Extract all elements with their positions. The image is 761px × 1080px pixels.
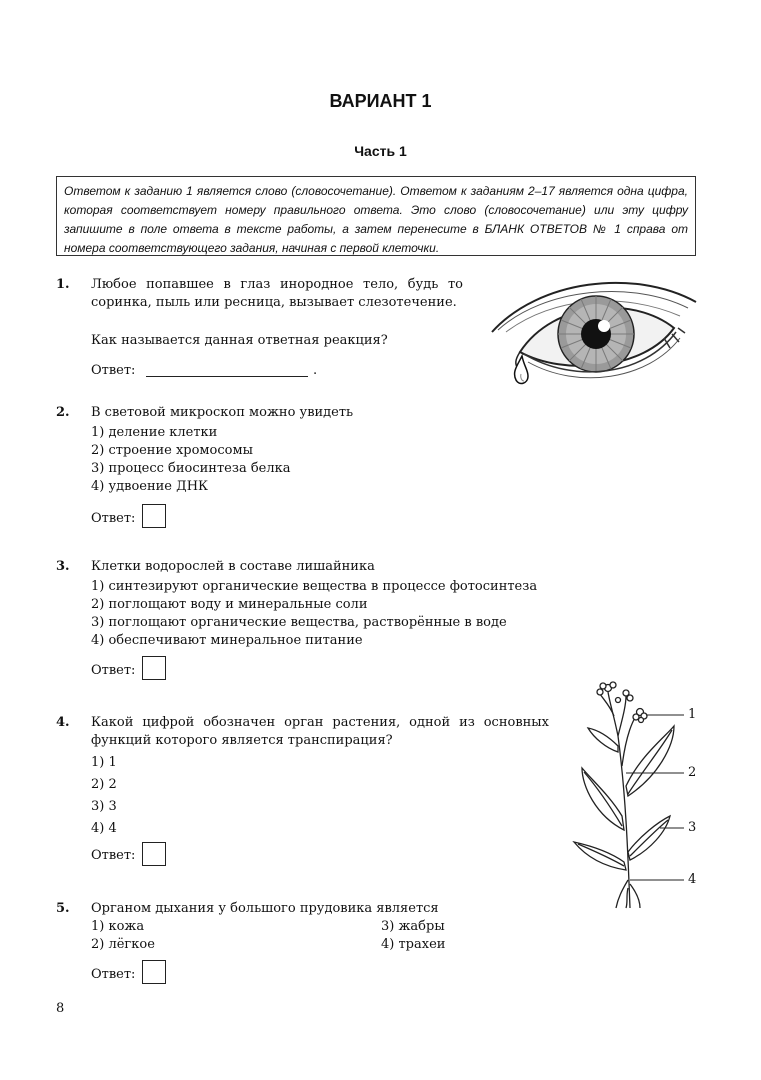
q3-option: 2) поглощают воду и минеральные соли xyxy=(91,597,368,612)
q4-option: 4) 4 xyxy=(91,821,117,836)
q4-text: Какой цифрой обозначен орган растения, одной из основных функций которого является транспирация? xyxy=(91,715,549,748)
q4-option: 1) 1 xyxy=(91,755,117,770)
q2-answer-box[interactable] xyxy=(142,504,166,528)
q1-text: Любое попавшее в глаз инородное тело, будь то соринка, пыль или ресница, вызывает слезотечение. xyxy=(91,277,463,310)
q5-option: 4) трахеи xyxy=(381,937,446,952)
q4-option: 3) 3 xyxy=(91,799,117,814)
q3-option: 1) синтезируют органические вещества в процессе фотосинтеза xyxy=(91,579,538,594)
instruction-box: Ответом к заданию 1 является слово (словосочетание). Ответом к заданиям 2–17 является одна цифра, которая соответствует номеру правильного ответа. Это слово (словосочетание) или эту цифру запишите в поле ответа в тексте работы, а затем перенесите в БЛАНК ОТВЕТОВ № 1 справа от номера соответствующего задания, начиная с первой клеточки. xyxy=(56,176,696,256)
q5-text: Органом дыхания у большого прудовика является xyxy=(91,901,439,916)
q1-answer-label: Ответ: xyxy=(91,363,136,378)
q1-answer-dot: . xyxy=(313,363,318,378)
q1-answer-line[interactable] xyxy=(146,376,308,377)
q2-option: 4) удвоение ДНК xyxy=(91,479,209,494)
q3-option: 4) обеспечивают минеральное питание xyxy=(91,633,363,648)
q5-number: 5. xyxy=(56,901,70,916)
plant-label-3: 3 xyxy=(688,820,697,835)
variant-title: ВАРИАНТ 1 xyxy=(329,91,432,111)
q3-option: 3) поглощают органические вещества, растворённые в воде xyxy=(91,615,507,630)
q4-option: 2) 2 xyxy=(91,777,117,792)
q5-option: 3) жабры xyxy=(381,919,445,934)
q3-answer-box[interactable] xyxy=(142,656,166,680)
q3-answer-label: Ответ: xyxy=(91,663,136,678)
plant-label-4: 4 xyxy=(688,872,697,887)
eye-illustration xyxy=(484,272,704,390)
q1-number: 1. xyxy=(56,277,70,292)
q2-option: 3) процесс биосинтеза белка xyxy=(91,461,291,476)
plant-label-2: 2 xyxy=(688,765,697,780)
q1-question: Как называется данная ответная реакция? xyxy=(91,333,388,348)
q2-options xyxy=(91,424,290,496)
q4-options xyxy=(91,752,117,840)
q2-text: В световой микроскоп можно увидеть xyxy=(91,405,354,420)
q4-answer-box[interactable] xyxy=(142,842,166,866)
q5-answer-box[interactable] xyxy=(142,960,166,984)
q4-number: 4. xyxy=(56,715,70,730)
q5-option: 1) кожа xyxy=(91,919,145,934)
q5-option: 2) лёгкое xyxy=(91,937,155,952)
page-number: 8 xyxy=(56,1001,65,1016)
q5-answer-label: Ответ: xyxy=(91,967,136,982)
part-title: Часть 1 xyxy=(354,143,407,159)
q3-number: 3. xyxy=(56,559,70,574)
q4-answer-label: Ответ: xyxy=(91,848,136,863)
plant-label-1: 1 xyxy=(688,707,697,722)
q2-answer-label: Ответ: xyxy=(91,511,136,526)
q2-option: 2) строение хромосомы xyxy=(91,443,253,458)
q3-text: Клетки водорослей в составе лишайника xyxy=(91,559,375,574)
q3-options xyxy=(91,578,537,650)
q2-option: 1) деление клетки xyxy=(91,425,218,440)
q2-number: 2. xyxy=(56,405,70,420)
